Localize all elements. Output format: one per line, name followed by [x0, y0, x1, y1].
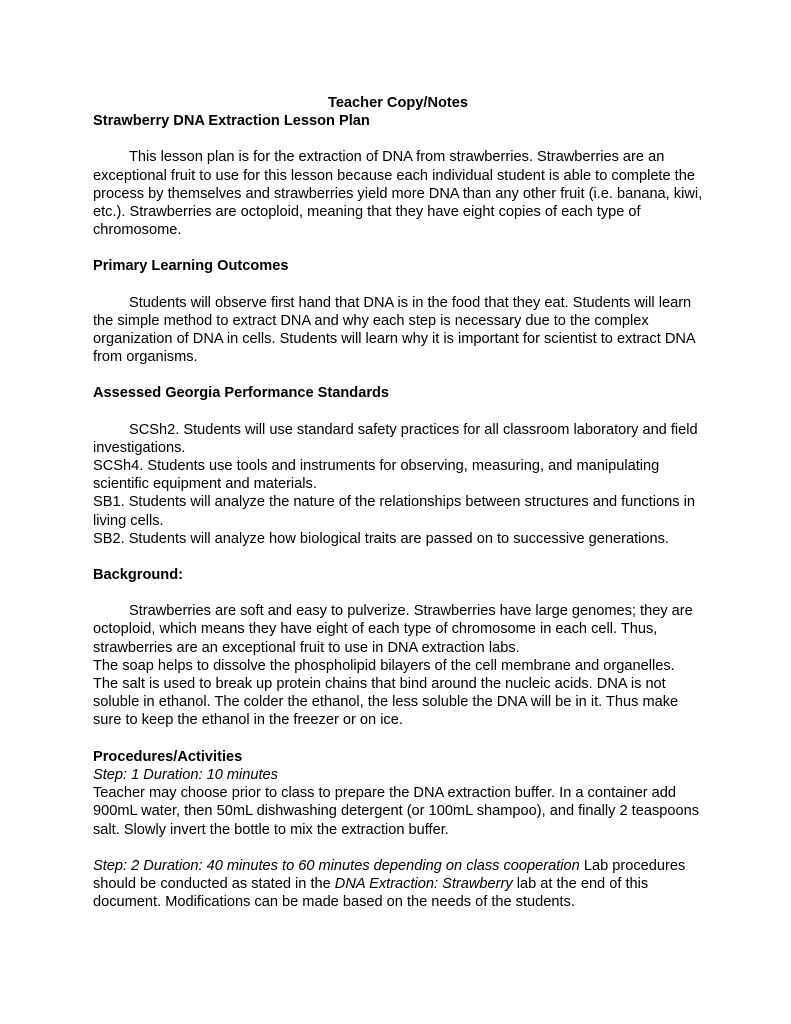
background-paragraph-1: Strawberries are soft and easy to pulverize. Strawberries have large genomes; they are octoploid, which means they have eight of each type of chromosome in each cell. Thus, strawberries are an exceptional fruit to use in DNA extraction labs.	[93, 603, 693, 656]
step-1-text: Teacher may choose prior to class to prepare the DNA extraction buffer. In a container add 900mL water, then 50mL dishwashing detergent (or 100mL shampoo), and finally 2 teaspoons salt. Slowly invert the bottle to mix the extraction buffer.	[93, 785, 700, 838]
procedures-heading: Procedures/Activities	[93, 748, 243, 765]
standard-item: SB2. Students will analyze how biological traits are passed on to successive generations.	[93, 530, 669, 547]
standards-list	[93, 421, 703, 548]
document-title: Strawberry DNA Extraction Lesson Plan	[93, 113, 370, 130]
step-2-lab-name: DNA Extraction: Strawberry	[334, 875, 513, 892]
step-2-text-after: lab at the end of this document. Modifications can be made based on the needs of the students.	[93, 875, 649, 911]
standard-item: SCSh2. Students will use standard safety practices for all classroom laboratory and field investigations.	[93, 421, 698, 456]
standard-item: SCSh4. Students use tools and instruments for observing, measuring, and manipulating scientific equipment and materials.	[93, 458, 660, 493]
document-page	[93, 94, 703, 929]
document-header-label: Teacher Copy/Notes	[327, 95, 469, 111]
step-2-text-before: Lab procedures should be conducted as stated in the	[93, 857, 686, 892]
background-section	[93, 602, 703, 729]
background-paragraph-2: The soap helps to dissolve the phospholipid bilayers of the cell membrane and organelles. The salt is used to break up protein chains that bind around the nucleic acids. DNA is not soluble in ethanol. The colder the ethanol, the less soluble the DNA will be in it. Thus make sure to keep the ethanol in the freezer or on ice.	[93, 657, 679, 729]
outcomes-heading: Primary Learning Outcomes	[93, 258, 289, 275]
step-2-paragraph	[93, 857, 703, 912]
intro-paragraph: This lesson plan is for the extraction of DNA from strawberries. Strawberries are an exceptional fruit to use for this lesson because each individual student is able to complete the process by themselves and strawberries yield more DNA than any other fruit (i.e. banana, kiwi, etc.). Strawberries are octoploid, meaning that they have eight copies of each type of chromosome.	[93, 149, 703, 239]
background-heading: Background:	[93, 567, 183, 584]
standards-heading: Assessed Georgia Performance Standards	[93, 385, 390, 402]
outcomes-paragraph: Students will observe first hand that DNA is in the food that they eat. Students will learn the simple method to extract DNA and why each step is necessary due to the complex organization of DNA in cells. Students will learn why it is important for scientist to extract DNA from organisms.	[93, 294, 695, 366]
step-1-label: Step: 1 Duration: 10 minutes	[93, 766, 278, 783]
step-2-label: Step: 2 Duration: 40 minutes to 60 minutes depending on class cooperation	[93, 857, 580, 874]
standard-item: SB1. Students will analyze the nature of the relationships between structures and functions in living cells.	[93, 494, 695, 529]
